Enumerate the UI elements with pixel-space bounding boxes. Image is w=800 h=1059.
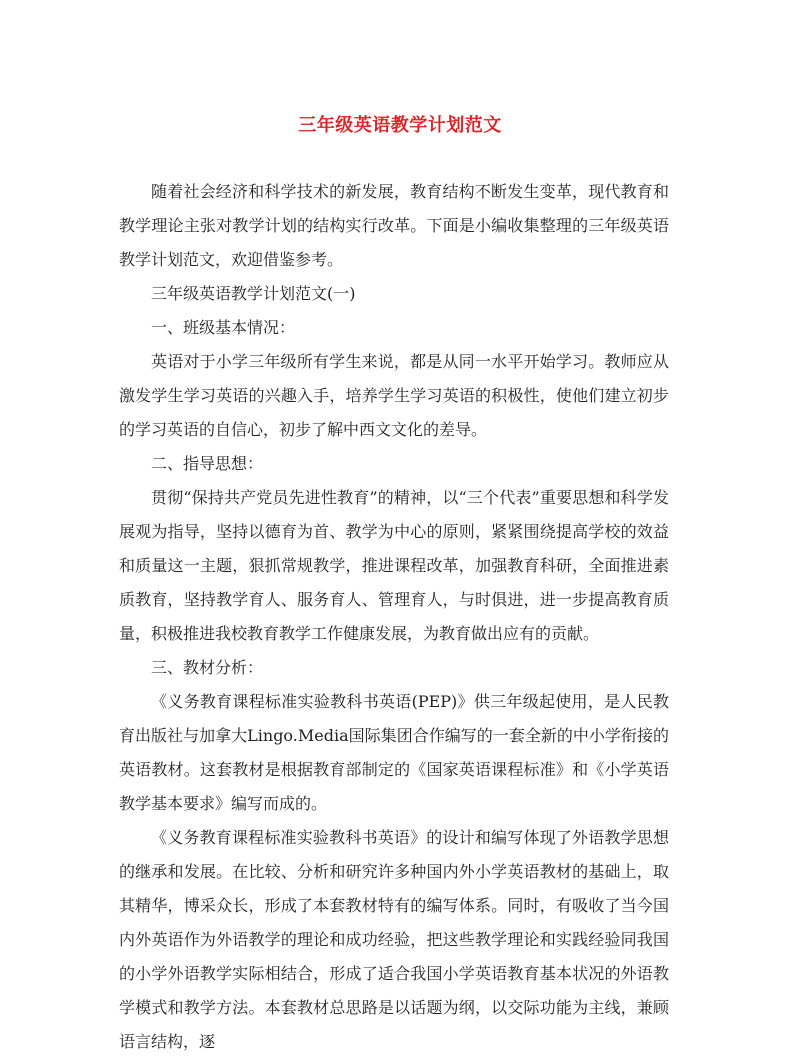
textbook-analysis-paragraph-2: 《义务教育课程标准实验教科书英语》的设计和编写体现了外语教学思想的继承和发展。在比较、分析和研究许多种国内外小学英语教材的基础上，取其精华，博采众长，形成了本套教材特有的编写体系。同时，有吸收了当今国内外英语作为外语教学的理论和成功经验，把这些教学理论和实践经验同我国的小学外语教学实际相结合，形成了适合我国小学英语教育基本状况的外语教学模式和教学方法。本套教材总思路是以话题为纲，以交际功能为主线，兼顾语言结构，逐	[119, 828, 669, 1051]
textbook-analysis-paragraph-1: 《义务教育课程标准实验教科书英语(PEP)》供三年级起使用，是人民教育出版社与加拿大Lingo.Media国际集团合作编写的一套全新的中小学衔接的英语教材。这套教材是根据教育部制定的《国家英语课程标准》和《小学英语教学基本要求》编写而成的。	[119, 692, 669, 813]
document-title: 三年级英语教学计划范文	[298, 115, 502, 136]
section-heading-plan-one: 三年级英语教学计划范文(一)	[151, 284, 356, 303]
section-heading-class-situation: 一、班级基本情况：	[151, 318, 296, 337]
section-heading-guiding-thought: 二、指导思想：	[151, 454, 264, 473]
intro-paragraph: 随着社会经济和科学技术的新发展，教育结构不断发生变革，现代教育和教学理论主张对教学计划的结构实行改革。下面是小编收集整理的三年级英语教学计划范文，欢迎借鉴参考。	[119, 182, 669, 269]
class-situation-paragraph: 英语对于小学三年级所有学生来说，都是从同一水平开始学习。教师应从激发学生学习英语的兴趣入手，培养学生学习英语的积极性，使他们建立初步的学习英语的自信心，初步了解中西文文化的差导。	[119, 352, 669, 439]
document-body	[119, 175, 669, 1059]
guiding-thought-paragraph: 贯彻“保持共产党员先进性教育”的精神，以“三个代表”重要思想和科学发展观为指导，坚持以德育为首、教学为中心的原则，紧紧围绕提高学校的效益和质量这一主题，狠抓常规教学，推进课程改革，加强教育科研，全面推进素质教育，坚持教学育人、服务育人、管理育人，与时俱进，进一步提高教育质量，积极推进我校教育教学工作健康发展，为教育做出应有的贡献。	[119, 488, 669, 643]
section-heading-textbook-analysis: 三、教材分析：	[151, 658, 264, 677]
